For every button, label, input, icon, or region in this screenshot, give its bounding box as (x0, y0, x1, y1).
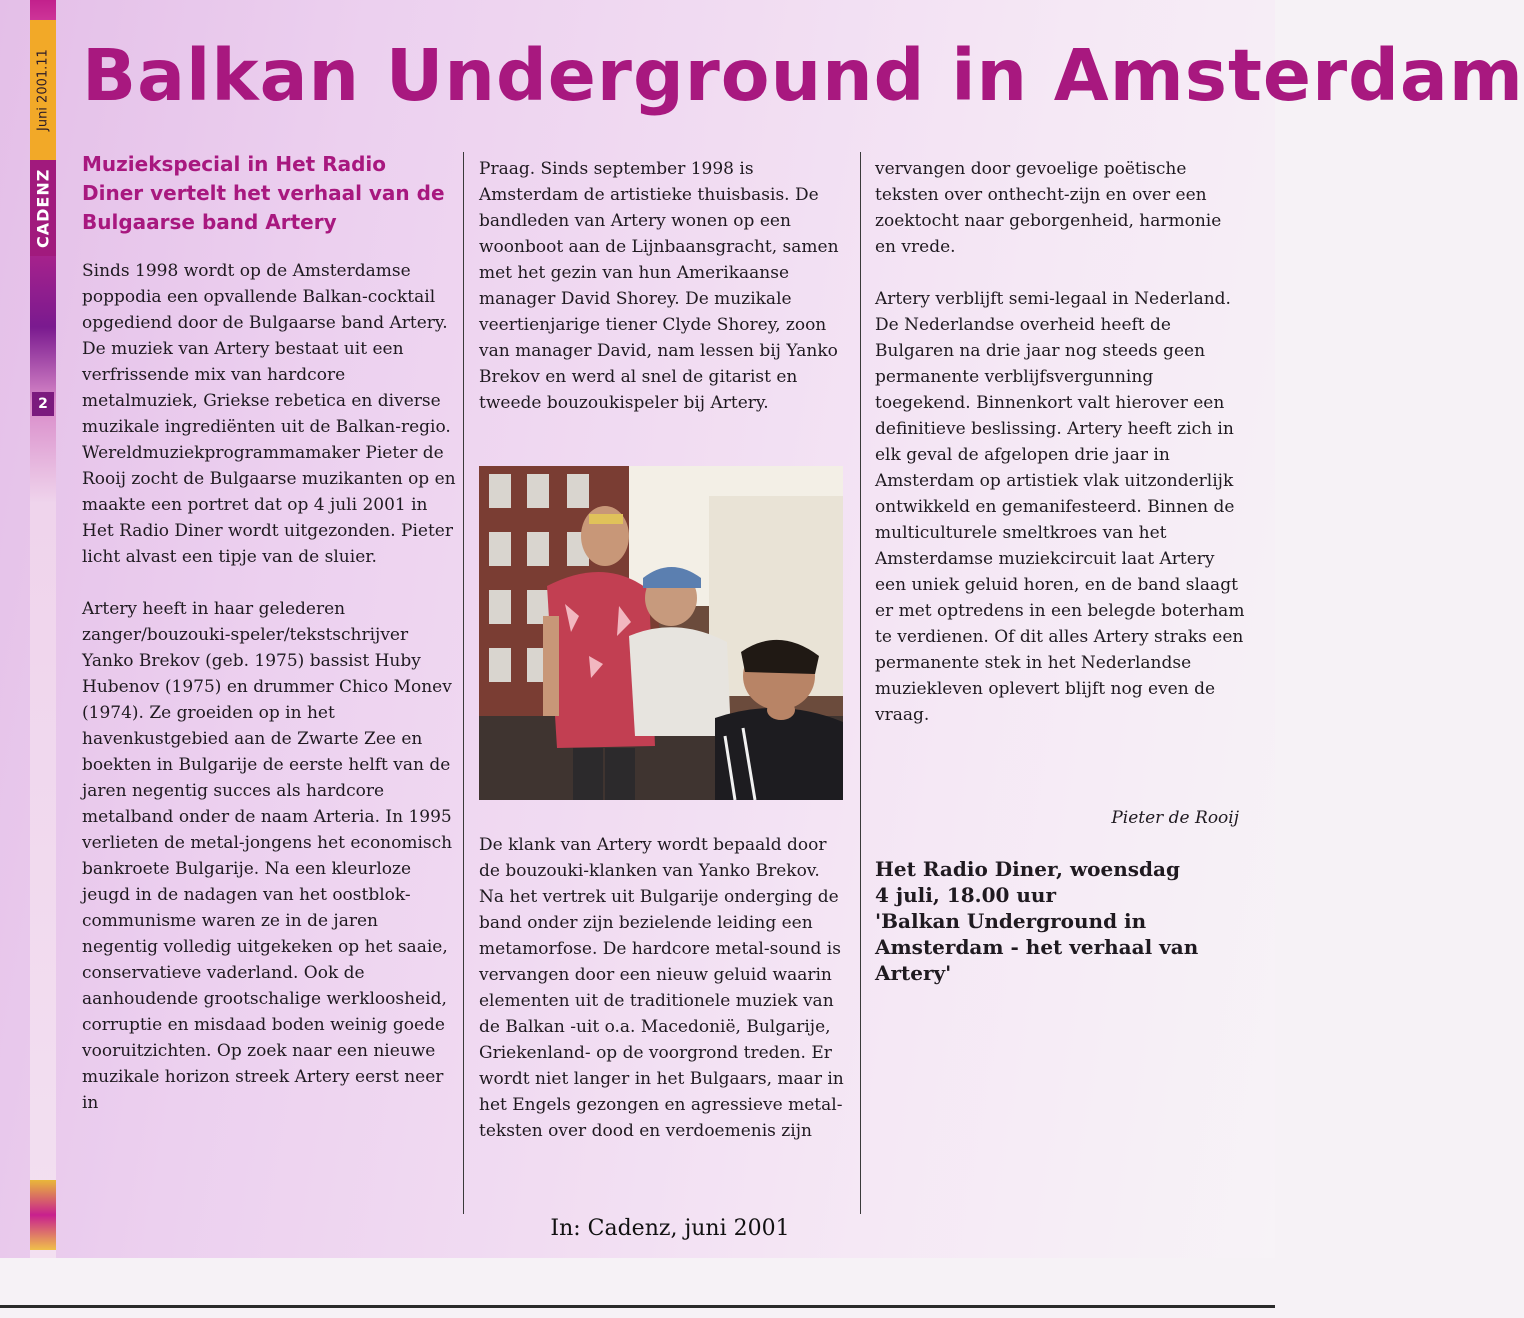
side-strip (30, 0, 56, 1258)
paragraph: Praag. Sinds september 1998 is Amsterdam de artistieke thuisbasis. De bandleden van Artery wonen op een woonboot aan de Lijnbaansgracht, samen met het gezin van hun Amerikaanse manager David Shorey. De muzikale veertienjarige tiener Clyde Shorey, zoon van manager David, nam lessen bij Yanko Brekov en werd al snel de gitarist en tweede bouzoukispeler bij Artery. (479, 159, 839, 413)
issue-date: Juni 2001.11 (30, 20, 56, 160)
article-title: Balkan Underground in Amsterdam (82, 34, 1524, 117)
broadcast-line: Het Radio Diner, woensdag (875, 857, 1180, 881)
scan-edge (0, 1305, 1275, 1308)
band-photo (479, 466, 843, 800)
magazine-brand: CADENZ (30, 160, 56, 256)
author-byline: Pieter de Rooij (1111, 808, 1239, 828)
column-1 (82, 258, 457, 1116)
paragraph: De klank van Artery wordt bepaald door de bouzouki-klanken van Yanko Brekov. Na het vertrek uit Bulgarije onderging de band onder zijn bezielende leiding een metamorfose. De hardcore metal-sound is vervangen door een nieuw geluid waarin elementen uit de traditionele muziek van de Balkan -uit o.a. Macedonië, Bulgarije, Griekenland- op de voorgrond treden. Er wordt niet langer in het Bulgaars, maar in het Engels gezongen en agressieve metal-teksten over dood en verdoemenis zijn (479, 835, 844, 1141)
paragraph: Sinds 1998 wordt op de Amsterdamse poppodia een opvallende Balkan-cocktail opgediend door de Bulgaarse band Artery. De muziek van Artery bestaat uit een verfrissende mix van hardcore metalmuziek, Griekse rebetica en diverse muzikale ingrediënten uit de Balkan-regio. Wereldmuziekprogrammamaker Pieter de Rooij zocht de Bulgaarse muzikanten op en maakte een portret dat op 4 juli 2001 in Het Radio Diner wordt uitgezonden. Pieter licht alvast een tipje van de sluier. (82, 261, 456, 567)
broadcast-info (875, 856, 1245, 986)
source-citation: In: Cadenz, juni 2001 (550, 1216, 790, 1241)
column-rule (463, 152, 464, 1214)
article-subtitle: Muziekspecial in Het Radio Diner vertelt het verhaal van de Bulgaarse band Artery (82, 152, 445, 234)
broadcast-line: 4 juli, 18.00 uur (875, 883, 1056, 907)
decorative-flame (30, 1180, 56, 1250)
paragraph: Artery verblijft semi-legaal in Nederland. De Nederlandse overheid heeft de Bulgaren na drie jaar nog steeds geen permanente verblijfsvergunning toegekend. Binnenkort valt hierover een definitieve beslissing. Artery heeft zich in elk geval de afgelopen drie jaar in Amsterdam op artistiek vlak uitzonderlijk ontwikkeld en gemanifesteerd. Binnen de multiculturele smeltkroes van het Amsterdamse muziekcircuit laat Artery een uniek geluid horen, en de band slaagt er met optredens in een belegde boterham te verdienen. Of dit alles Artery straks een permanente stek in het Nederlandse muziekleven oplevert blijft nog even de vraag. (875, 289, 1245, 725)
broadcast-line: Artery' (875, 961, 952, 985)
broadcast-line: Amsterdam - het verhaal van (875, 935, 1199, 959)
paragraph: Artery heeft in haar gelederen zanger/bouzouki-speler/tekstschrijver Yanko Brekov (geb. 1975) bassist Huby Hubenov (1975) en drummer Chico Monev (1974). Ze groeiden op in het havenkustgebied aan de Zwarte Zee en boekten in Bulgarije de eerste helft van de jaren negentig succes als hardcore metalband onder de naam Arteria. In 1995 verlieten de metal-jongens het economisch bankroete Bulgarije. Na een kleurloze jeugd in de nadagen van het oostblok-communisme waren ze in de jaren negentig volledig uitgekeken op het saaie, conservatieve vaderland. Ook de aanhoudende grootschalige werkloosheid, corruptie en misdaad boden weinig goede vooruitzichten. Op zoek naar een nieuwe muzikale horizon streek Artery eerst neer in (82, 599, 453, 1113)
broadcast-line: 'Balkan Underground in (875, 909, 1147, 933)
band-photo-image (479, 466, 843, 800)
column-2-top (479, 156, 845, 416)
page-number: 2 (32, 392, 54, 416)
paragraph: vervangen door gevoelige poëtische teksten over onthecht-zijn en over een zoektocht naar geborgenheid, harmonie en vrede. (875, 159, 1222, 257)
column-3 (875, 156, 1245, 728)
column-2-bottom (479, 832, 845, 1144)
column-rule (860, 152, 861, 1214)
